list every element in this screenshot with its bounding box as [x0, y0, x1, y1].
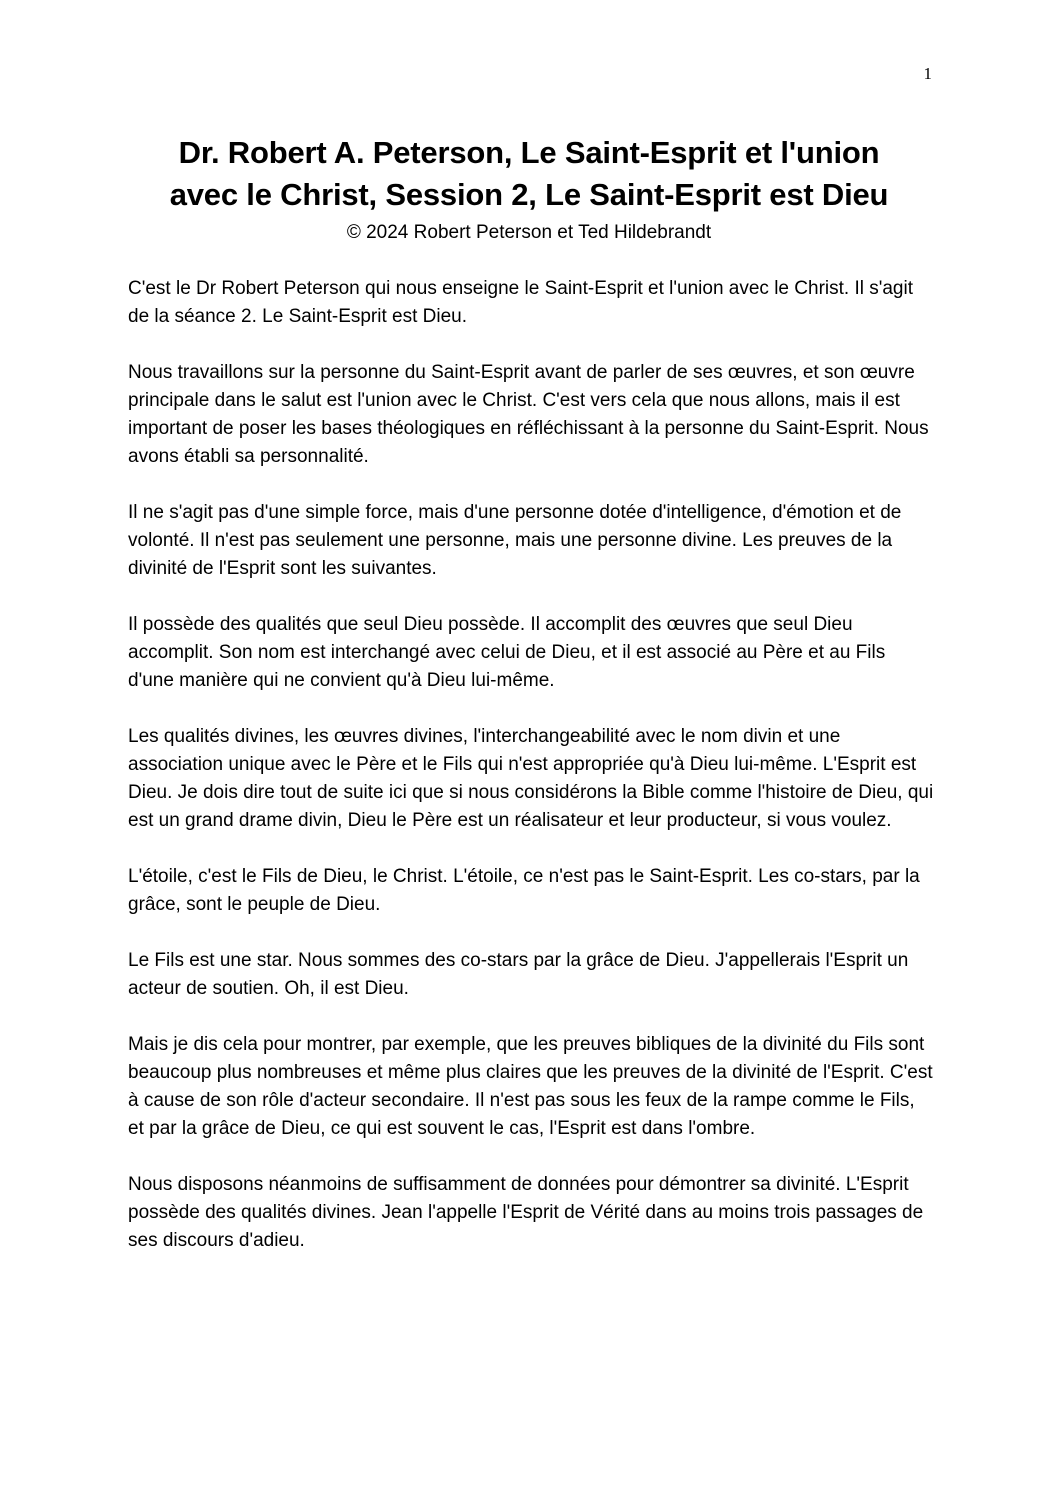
paragraph: L'étoile, c'est le Fils de Dieu, le Christ. L'étoile, ce n'est pas le Saint-Esprit. Les co-stars, par la grâce, sont le peuple de Dieu. [128, 866, 920, 915]
paragraph: C'est le Dr Robert Peterson qui nous enseigne le Saint-Esprit et l'union avec le Christ. Il s'agit de la séance 2. Le Saint-Esprit est Dieu. [128, 278, 913, 327]
paragraph: Nous disposons néanmoins de suffisamment de données pour démontrer sa divinité. L'Esprit possède des qualités divines. Jean l'appelle l'Esprit de Vérité dans au moins trois passages de ses discours d'adieu. [128, 1174, 924, 1251]
paragraph: Il ne s'agit pas d'une simple force, mais d'une personne dotée d'intelligence, d'émotion et de volonté. Il n'est pas seulement une personne, mais une personne divine. Les preuves de la divinité de l'Esprit sont les suivantes. [128, 502, 902, 579]
paragraph: Les qualités divines, les œuvres divines, l'interchangeabilité avec le nom divin et une association unique avec le Père et le Fils qui n'est appropriée qu'à Dieu lui-même. L'Esprit est Dieu. Je dois dire tout de suite ici que si nous considérons la Bible comme l'histoire de Dieu, qui est un grand drame divin, Dieu le Père est un réalisateur et leur producteur, si vous voulez. [128, 726, 934, 831]
document-body [128, 275, 934, 1283]
paragraph: Le Fils est une star. Nous sommes des co-stars par la grâce de Dieu. J'appellerais l'Esprit un acteur de soutien. Oh, il est Dieu. [128, 950, 909, 999]
title-line-2: avec le Christ, Session 2, Le Saint-Esprit est Dieu [169, 177, 889, 212]
paragraph: Nous travaillons sur la personne du Saint-Esprit avant de parler de ses œuvres, et son œuvre principale dans le salut est l'union avec le Christ. C'est vers cela que nous allons, mais il est important de poser les bases théologiques en réfléchissant à la personne du Saint-Esprit. Nous avons établi sa personnalité. [128, 362, 929, 467]
page-title [128, 132, 930, 216]
title-line-1: Dr. Robert A. Peterson, Le Saint-Esprit et l'union [178, 135, 880, 170]
paragraph: Il possède des qualités que seul Dieu possède. Il accomplit des œuvres que seul Dieu accomplit. Son nom est interchangé avec celui de Dieu, et il est associé au Père et au Fils d'une manière qui ne convient qu'à Dieu lui-même. [128, 614, 886, 691]
page-number: 1 [923, 64, 932, 83]
paragraph: Mais je dis cela pour montrer, par exemple, que les preuves bibliques de la divinité du Fils sont beaucoup plus nombreuses et même plus claires que les preuves de la divinité de l'Esprit. C'est à cause de son rôle d'acteur secondaire. Il n'est pas sous les feux de la rampe comme le Fils, et par la grâce de Dieu, ce qui est souvent le cas, l'Esprit est dans l'ombre. [128, 1034, 933, 1139]
copyright-notice: © 2024 Robert Peterson et Ted Hildebrandt [346, 222, 712, 243]
